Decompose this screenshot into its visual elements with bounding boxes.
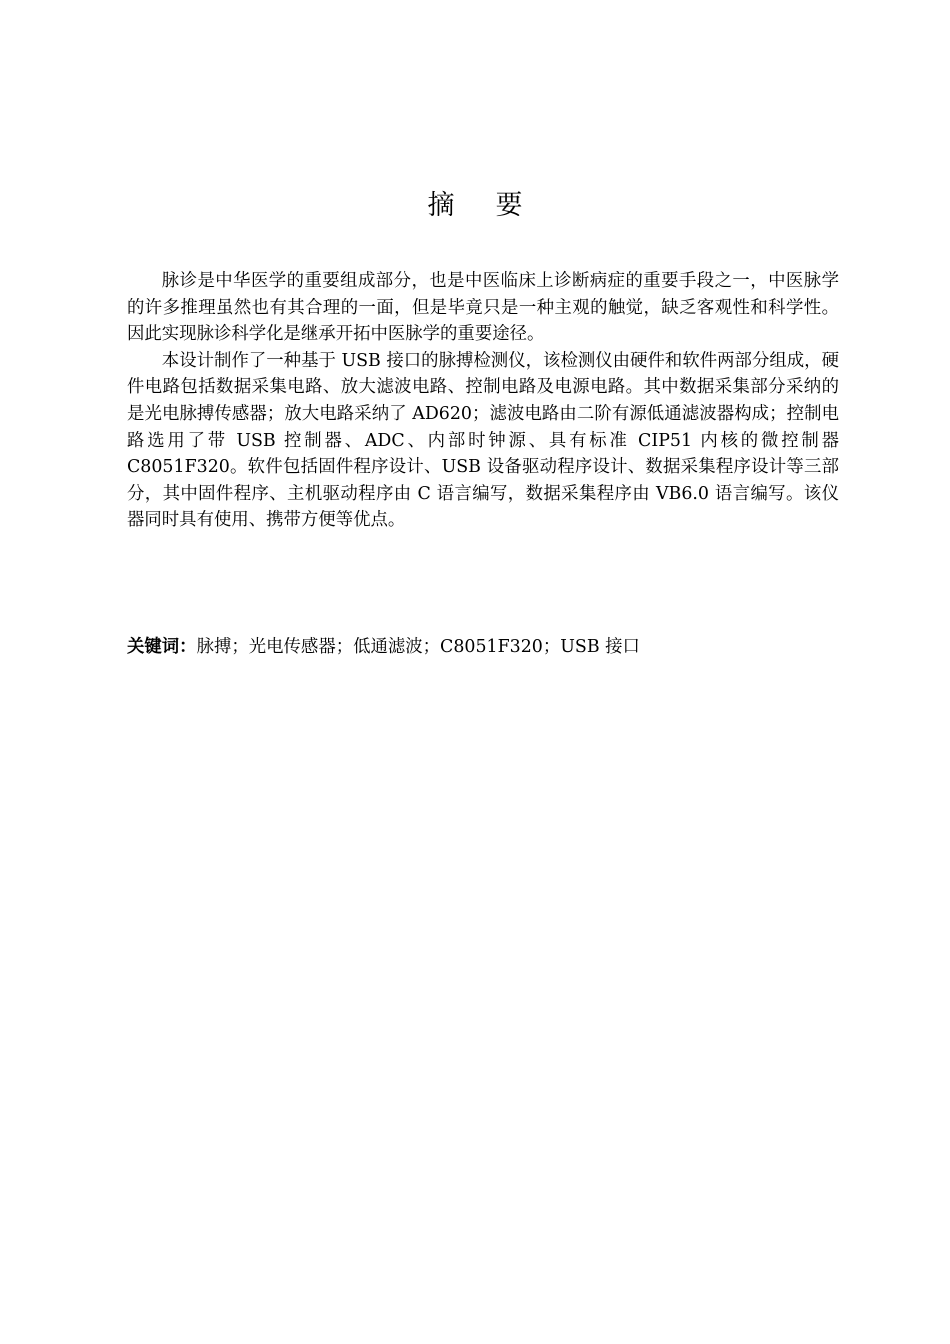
- abstract-body: [127, 268, 839, 534]
- keywords-line: [127, 634, 839, 660]
- abstract-paragraph-2: 本设计制作了一种基于 USB 接口的脉搏检测仪，该检测仪由硬件和软件两部分组成，硬件电路包括数据采集电路、放大滤波电路、控制电路及电源电路。其中数据采集部分采纳的是光电脉搏传感器；放大电路采纳了 AD620；滤波电路由二阶有源低通滤波器构成；控制电路选用了带 USB 控制器、ADC、内部时钟源、具有标准 CIP51 内核的微控制器 C8051F320。软件包括固件程序设计、USB 设备驱动程序设计、数据采集程序设计等三部分，其中固件程序、主机驱动程序由 C 语言编写，数据采集程序由 VB6.0 语言编写。该仪器同时具有使用、携带方便等优点。: [127, 350, 839, 531]
- keywords-label: 关键词：: [127, 637, 197, 657]
- keywords-text: 脉搏；光电传感器；低通滤波；C8051F320；USB 接口: [196, 637, 640, 657]
- abstract-paragraph-1: 脉诊是中华医学的重要组成部分，也是中医临床上诊断病症的重要手段之一，中医脉学的许多推理虽然也有其合理的一面，但是毕竟只是一种主观的触觉，缺乏客观性和科学性。因此实现脉诊科学化是继承开拓中医脉学的重要途径。: [127, 271, 839, 345]
- page-title: 摘 要: [427, 190, 539, 221]
